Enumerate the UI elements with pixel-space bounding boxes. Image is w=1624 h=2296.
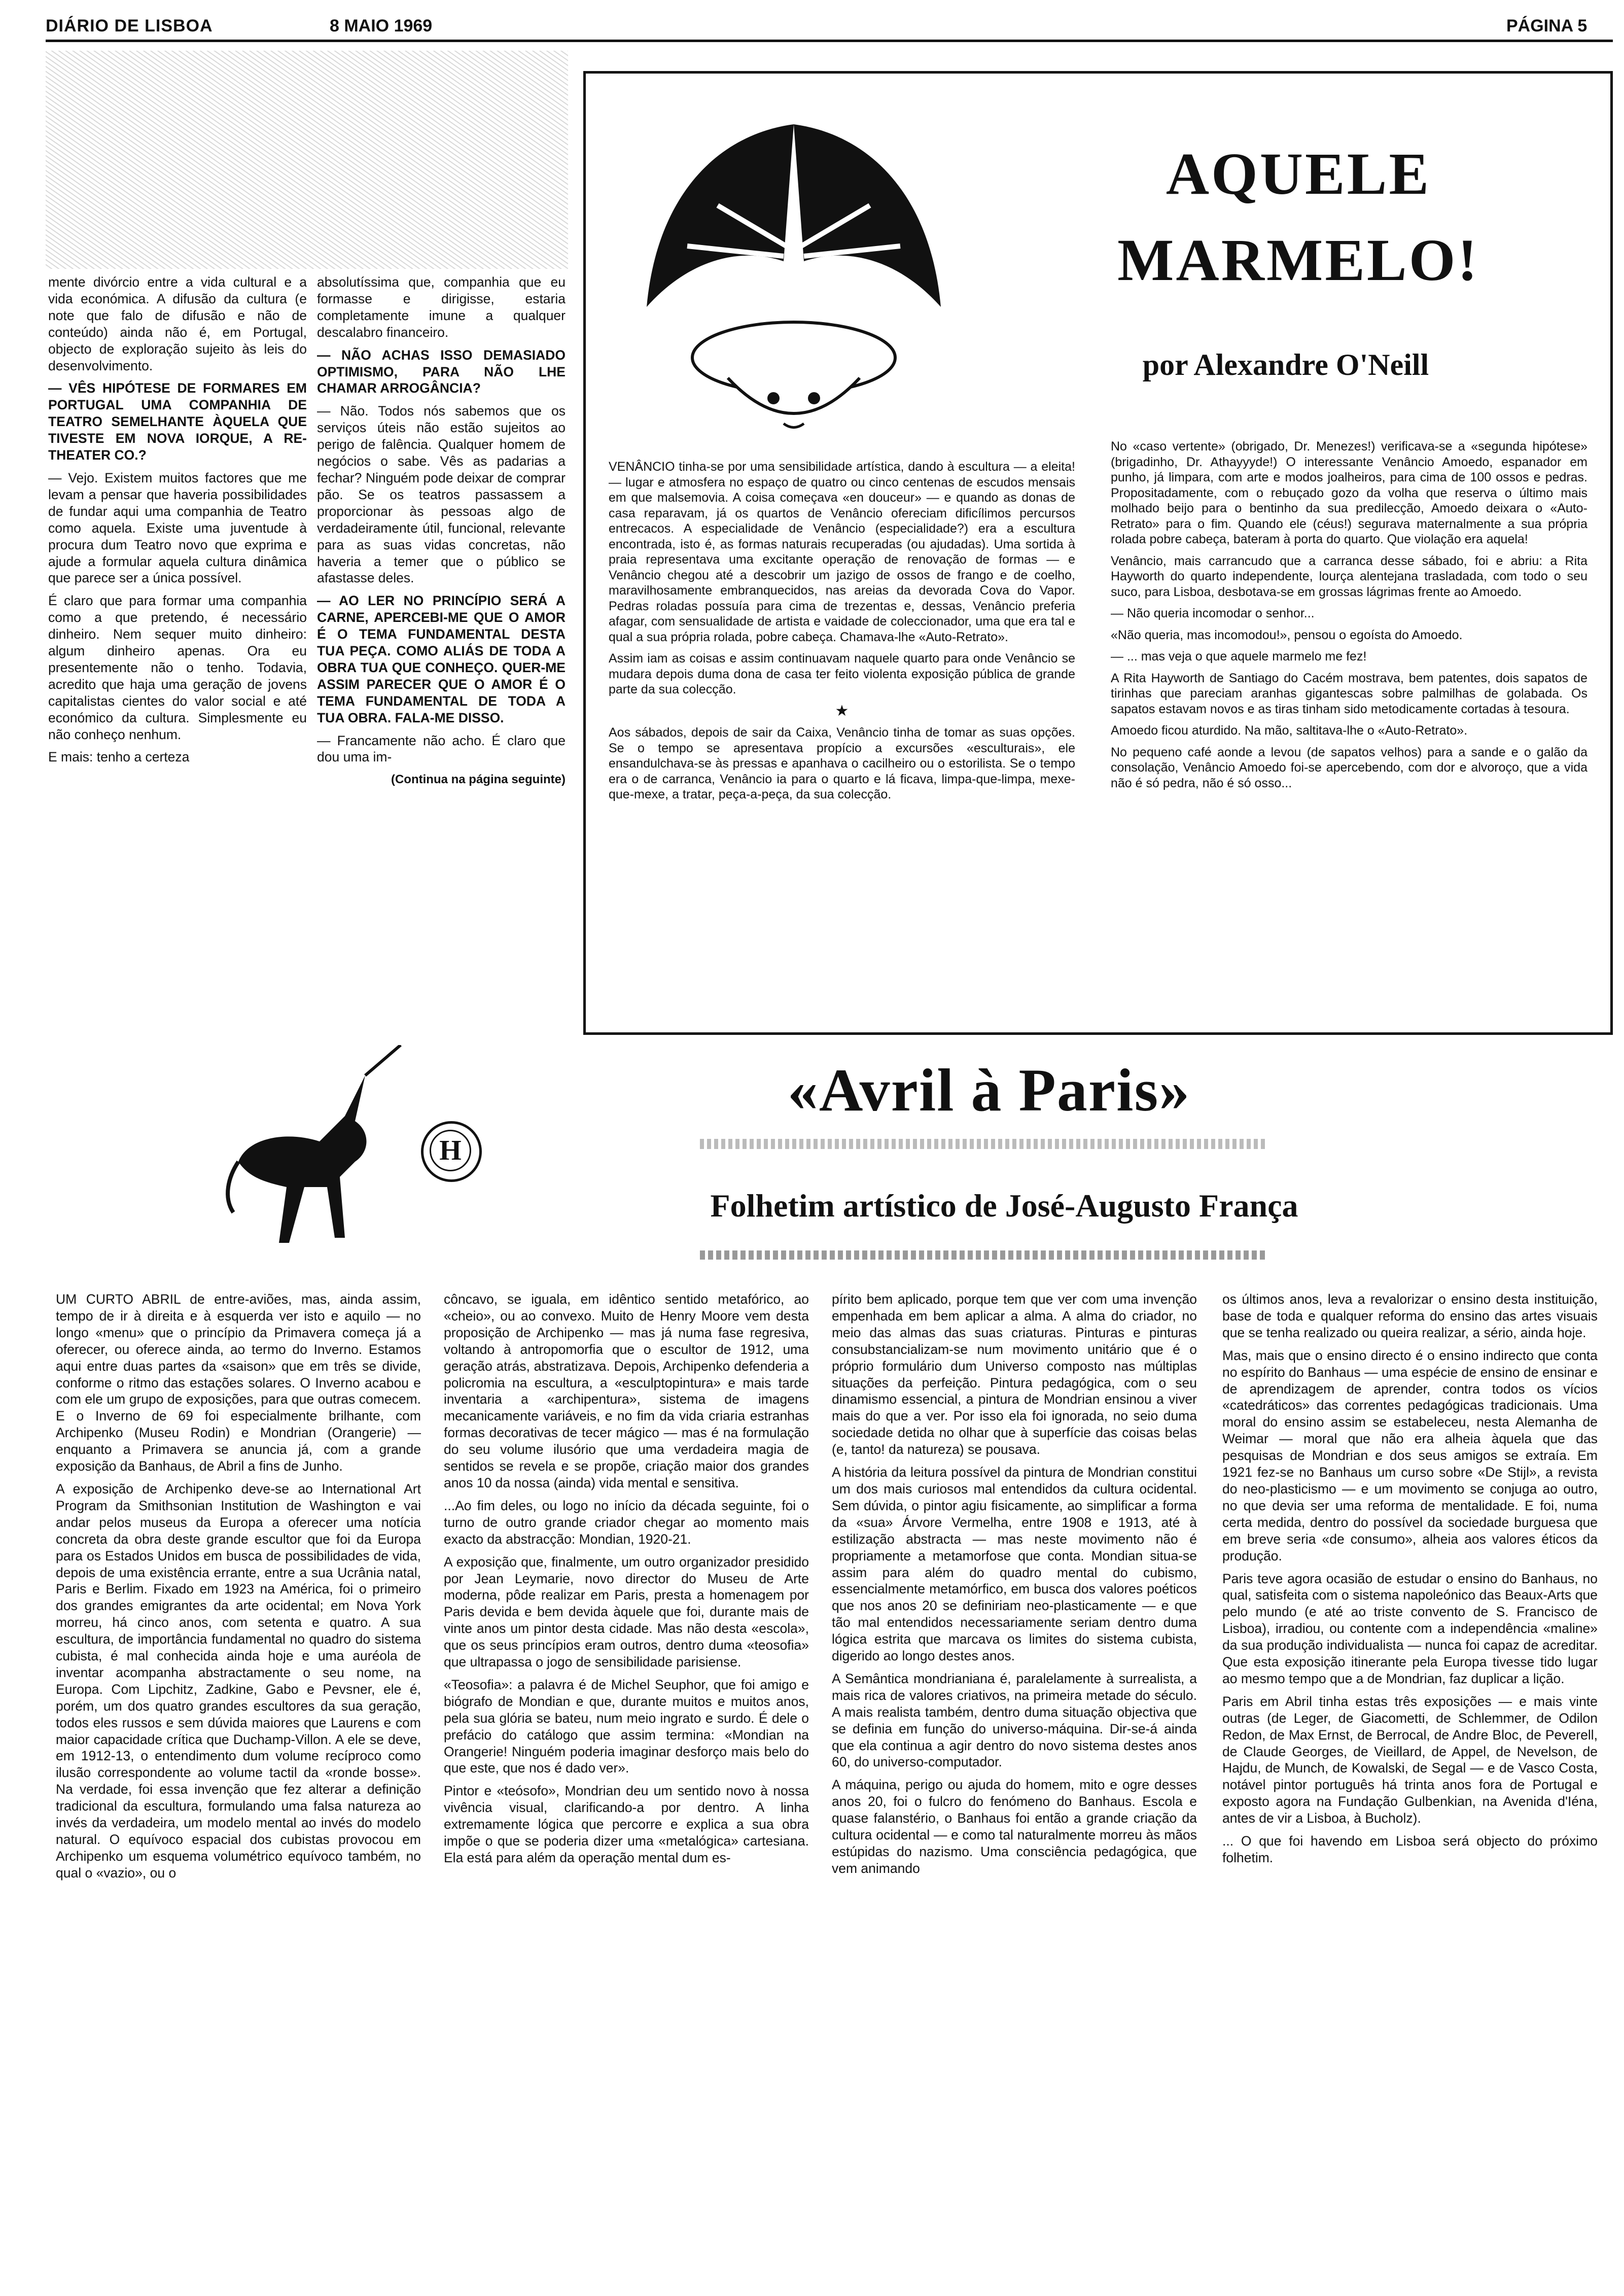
decorative-rule bbox=[700, 1139, 1268, 1149]
paragraph: côncavo, se iguala, em idêntico sentido metafórico, ao «cheio», ou ao convexo. Muito de Henry Moore vem desta proposição de Archipenko — mas já numa fase regresiva, voltando à antropomorfia que o escultor de 1912, uma geração atrás, abstratizava. Depois, Archipenko defenderia a policromia na escultura, a «esculptopintura» e mais tarde inventaria a «archipentura», sistema de imagens mecanicamente variáveis, e no fim da vida criaria estranhas formas decorativas de tecer mágico — mas é na formulação do seu volume ilusório que uma verdadeira magia de sentidos se revela e se propõe, criação maior dos grandes anos 10 da nossa (ainda) vida mental e sensitiva. bbox=[444, 1292, 809, 1490]
paragraph: VENÂNCIO tinha-se por uma sensibilidade artística, dando à escultura — a eleita! — lugar e atmosfera no espaço de quatro ou cinco centenas de escudos mensais em que malsemovia. A coisa começava «en douceur» — e quando as donas de casa reparavam, já os quartos de Venâncio ofereciam dificílimos percursos entrecacos. A especialidade de Venâncio (especialidade?) era a escultura encontrada, isto é, as formas naturais recuperadas (ou ajudadas). Uma sortida à praia representava uma excitante operação de renovação de formas — e Venâncio chegou até a descobrir um jazigo de ossos de frango e de coelho, maravilhosamente embranquecidos, nas areias da devorada Cova do Vapor. Pedras roladas possuía para cima de trezentas e, dessas, Venâncio preferia afagar, com sensualidade de artista e vaidade de coleccionador, uma que era tal e qual a sua própria rolada, pobre cabeça. Chamava-lhe «Auto-Retrato». bbox=[609, 460, 1075, 644]
paragraph: UM CURTO ABRIL de entre-aviões, mas, ainda assim, tempo de ir à direita e à esquerda ver isto e aquilo — no longo «menu» que o princípio da Primavera começa já a oferecer, ou oferece ainda, ao termo do Inverno. Estamos aqui entre duas partes da «saison» que em três se divide, conforme o ritmo das estações solares. O Inverno acabou e com ele um grupo de exposições, para que outras comecem. E o Inverno de 69 foi especialmente brilhante, com Archipenko (Museu Rodin) e Mondrian (Orangerie) — enquanto a Primavera se anuncia já, com a grande exposição da Banhaus, de Abril a fins de Junho. bbox=[56, 1292, 421, 1474]
box-col2 bbox=[1111, 439, 1587, 1022]
paragraph: — Não. Todos nós sabemos que os serviços úteis não estão sujeitos ao perigo de falência. Qualquer homem de negócios o sabe. Vês as padarias a fechar? Ninguém pode deixar de comprar pão. Se os teatros passassem a proporcionar às pessoas algo de verdadeiramente útil, funcional, relevante para as suas vidas concretas, não haveria a temer que o público se afastasse deles. bbox=[317, 403, 566, 586]
paragraph: ...Ao fim deles, ou logo no início da década seguinte, foi o turno de outro grande criador chegar ao momento mais exacto da abstracção: Mondian, 1920-21. bbox=[444, 1498, 809, 1547]
page-header bbox=[46, 16, 1618, 36]
page-number: PÁGINA 5 bbox=[1506, 16, 1587, 36]
box-byline: por Alexandre O'Neill bbox=[1142, 348, 1429, 381]
logo-letter: H bbox=[430, 1130, 471, 1171]
paragraph: — Francamente não acho. É claro que dou uma im- bbox=[317, 733, 566, 765]
folhetim-title: «Avril à Paris» bbox=[787, 1056, 1191, 1124]
paragraph: Venâncio, mais carrancudo que a carranca desse sábado, foi e abriu: a Rita Hayworth do quarto independente, lourça alentejana trasladada, com todo o seu suco, para Lisboa, desbotava-se em grossas lágrimas frente ao Amoedo. bbox=[1111, 553, 1587, 599]
decorative-rule bbox=[700, 1250, 1268, 1260]
folhetim-col3 bbox=[832, 1291, 1197, 2280]
question: — NÃO ACHAS ISSO DEMASIADO OPTIMISMO, PARA NÃO LHE CHAMAR ARROGÂNCIA? bbox=[317, 347, 566, 396]
winged-figure-illustration bbox=[616, 94, 971, 459]
paragraph: — Vejo. Existem muitos factores que me levam a pensar que haveria possibilidades de fundar aqui uma companhia de Teatro como aquela. Existe uma juventude à procura dum Teatro novo que exprima e ajude a formular aquela cultura dinâmica que parece ser a única possível. bbox=[48, 470, 307, 586]
paragraph: mente divórcio entre a vida cultural e a vida económica. A difusão da cultura (e note que falo de difusão e não de conteúdo) ainda não é, em Portugal, objecto de exploração sujeito às leis do desenvolvimento. bbox=[48, 274, 307, 373]
folhetim-col4 bbox=[1222, 1291, 1598, 2280]
paragraph: A máquina, perigo ou ajuda do homem, mito e ogre desses anos 20, foi o fulcro do fenómeno do Banhaus. Escola e quase falanstério, o Banhaus foi então a grande criação da cultura ocidental — e como tal naturalmente morreu às mãos estúpidas do nazismo. Uma consciência pedagógica, que vem animando bbox=[832, 1777, 1197, 1876]
paragraph: Paris em Abril tinha estas três exposições — e mais vinte outras (de Leger, de Giacometti, de Schlemmer, de Odilon Redon, de Max Ernst, de Berrocal, de Andre Bloc, de Peverell, de Claude Georges, de Vieillard, de Appel, de Nevelson, de Hajdu, de Munch, de Kowalski, de Segal — e de Vasco Costa, notável pintor português há trinta anos fora de Portugal e exposto agora na Fundação Gulbenkian, na Avenida d'Iéna, antes de vir a Lisboa, à Bucholz). bbox=[1222, 1693, 1598, 1826]
paragraph: No pequeno café aonde a levou (de sapatos velhos) para a sande e o galão da consolação, Venâncio Amoedo foi-se apercebendo, com dor e alvoroço, que a vida não é só pedra, não é só osso... bbox=[1111, 745, 1587, 790]
box-title-line2: MARMELO! bbox=[1117, 227, 1479, 293]
paragraph: A exposição de Archipenko deve-se ao International Art Program da Smithsonian Institution de Washington e vai andar pelos museus da Europa a oferecer uma notícia concreta da obra deste grande escultor que foi da Europa para os Estados Unidos em busca de possibilidades de vida, depois de uma existência errante, entre a sua Ucrânia natal, Paris e Berlim. Fixado em 1923 na América, foi o primeiro dos grandes emigrantes da arte ocidental; em Nova York morreu, há cinco anos, com setenta e quatro. A sua escultura, de importância fundamental no quadro do sistema cubista, é mal conhecida ainda hoje e uma auréola de inventar acompanha abstractamente o seu nome, na Europa. Com Lipchitz, Zadkine, Gabo e Pevsner, ele é, porém, um dos quatro grandes escultores da sua geração, todos eles russos e sem dúvida maiores que Laurens e com maior capacidade crítica que Duchamp-Villon. A ele se deve, em 1912-13, o entendimento dum volume recíproco como ilusão correspondente ao volume tactil da «ronde bosse». Na verdade, foi essa invenção que fez alterar a definição tradicional da escultura, formulando uma falsa natureza ao invés da verdadeira, um modelo mental ao invés do modelo natural. O equívoco espacial dos cubistas provocou em Archipenko um esquema volumétrico equívoco também, no qual o «vazio», ou o bbox=[56, 1481, 421, 1881]
paragraph: os últimos anos, leva a revalorizar o ensino desta instituição, base de toda e qualquer reforma do ensino das artes visuais que se tenha realizado ou queira realizar, a sério, ainda hoje. bbox=[1222, 1292, 1598, 1340]
paragraph: absolutíssima que, companhia que eu formasse e dirigisse, estaria completamente imune a qualquer descalabro financeiro. bbox=[317, 274, 566, 340]
paragraph: «Não queria, mas incomodou!», pensou o egoísta do Amoedo. bbox=[1111, 628, 1463, 642]
left-article-col2 bbox=[317, 274, 566, 1025]
continues-note: (Continua na página seguinte) bbox=[391, 773, 566, 787]
question: — AO LER NO PRINCÍPIO SERÁ A CARNE, APERCEBI-ME QUE O AMOR É O TEMA FUNDAMENTAL DESTA TUA PEÇA. COMO ALIÁS DE TODA A OBRA TUA QUE CONHEÇO. QUER-ME ASSIM PARECER QUE O AMOR É O TEMA FUNDAMENTAL DE TODA A TUA OBRA. FALA-ME DISSO. bbox=[317, 593, 566, 725]
folhetim-col2 bbox=[444, 1291, 809, 2280]
issue-date: 8 MAIO 1969 bbox=[330, 16, 433, 36]
paragraph: É claro que para formar uma companhia como a que pretendo, é necessário dinheiro. Nem sequer muito dinheiro: algum dinheiro apenas. Ora eu presentemente não o tenho. Todavia, acredito que haja uma geração de jovens capitalistas cientes do valor social e até económico da cultura. Simplesmente eu não conheço nenhum. bbox=[48, 593, 307, 742]
paragraph: pírito bem aplicado, porque tem que ver com uma invenção empenhada em bem aplicar a alma. A alma do criador, no meio das almas das suas criaturas. Pinturas e pinturas consubstancializam-se num movimento unitário que é o próprio formulário dum Universo composto nas múltiplas situações da perfeição. Pintura pedagógica, com o seu dinamismo essencial, a pintura de Mondrian ensinou a viver mais do que a ver. Por isso ela foi ignorada, no seio duma sociedade detida no olhar que à superfície das coisas belas (e, tanto! da natureza) se pousava. bbox=[832, 1292, 1197, 1457]
paragraph: Assim iam as coisas e assim continuavam naquele quarto para onde Venâncio se mudara depois duma dona de casa ter feito violenta exposição pública de grande parte da sua colecção. bbox=[609, 651, 1075, 697]
paragraph: Paris teve agora ocasião de estudar o ensino do Banhaus, no qual, satisfeita com o sistema napoleónico das Beaux-Arts que pelo mundo (e até ao triste convento de S. Francisco de Lisboa), irradiou, ou contente com a independência «maline» da sua produção individualista — nunca foi capaz de acreditar. Que esta exposição itinerante pela Europa tivesse tido lugar ao mesmo tempo que a de Mondrian, faz duplicar a lição. bbox=[1222, 1571, 1598, 1686]
header-rule bbox=[46, 40, 1613, 42]
folhetim-col1 bbox=[56, 1291, 421, 2280]
newspaper-name: DIÁRIO DE LISBOA bbox=[46, 16, 213, 36]
paragraph: A história da leitura possível da pintura de Mondrian constitui um dos mais curiosos mal entendidos da cultura ocidental. Sem dúvida, o pintor agiu fisicamente, ao simplificar a forma da «sua» Árvore Vermelha, entre 1908 e 1913, até à estilização abstracta — mas neste movimento não é propriamente a metamorfose que conta. Mondian situa-se assim para além do quadro mental do cubismo, essencialmente metamórfico, em busca dos valores poéticos que nos anos 20 se definiriam neo-plasticamente — e que tão mal entendidos necessariamente seriam dentro duma lógica estrita que marcava os limites do sistema cubista, digerido ao longo destes anos. bbox=[832, 1465, 1197, 1664]
unicorn-illustration bbox=[218, 1045, 421, 1258]
paragraph: ... O que foi havendo em Lisboa será objecto do próximo folhetim. bbox=[1222, 1833, 1598, 1865]
paragraph: — ... mas veja o que aquele marmelo me fez! bbox=[1111, 649, 1367, 664]
paragraph: Amoedo ficou aturdido. Na mão, saltitava-lhe o «Auto-Retrato». bbox=[1111, 723, 1468, 738]
box-col1 bbox=[609, 459, 1075, 1022]
banhaus-logo bbox=[421, 1121, 482, 1182]
paragraph: A Rita Hayworth de Santiago do Cacém mostrava, bem patentes, dois sapatos de tirinhas que pareciam aranhas gigantescas sobre palmilhas de golabada. Os sapatos estavam novos e as tiras tinham sido metodicamente cortadas à tesoura. bbox=[1111, 671, 1587, 716]
paragraph: Aos sábados, depois de sair da Caixa, Venâncio tinha de tomar as suas opções. Se o tempo se apresentava propício a excursões «esculturais», ele ensandulchava-se às pressas e apanhava o cacilheiro ou o estorilista. Se o tempo era o de carranca, Venâncio ia para o quarto e lá ficava, limpa-que-limpa, mexe-que-mexe, a tratar, peça-a-peça, da sua colecção. bbox=[609, 725, 1075, 802]
aquele-marmelo-box bbox=[583, 71, 1613, 1035]
paragraph: Mas, mais que o ensino directo é o ensino indirecto que conta no espírito do Banhaus — uma espécie de ensino de ensinar e de aprendizagem de aprender, contra todos os vícios «catedráticos» das correntes pedagógicas tradicionais. Uma moral do ensino assim se estabeleceu, nesta Alemanha de Weimar — moral que não era alheia àquela que das pesquisas de Mondrian e dos seus amigos se extraía. Em 1921 fez-se no Banhaus um curso sobre «De Stijl», a revista do neo-plasticismo — e um movimento se conjuga ao outro, no que devia ser uma reforma de mentalidade. E foi, numa certa medida, dentro do possível da sociedade burguesa que em breve seria «de consumo», alheia aos valores éticos da produção. bbox=[1222, 1347, 1598, 1563]
box-title-line1: AQUELE bbox=[1166, 141, 1431, 207]
folhetim-subtitle: Folhetim artístico de José-Augusto França bbox=[710, 1188, 1298, 1224]
photo-halftone bbox=[46, 51, 568, 269]
paragraph: E mais: tenho a certeza bbox=[48, 749, 190, 765]
paragraph: No «caso vertente» (obrigado, Dr. Menezes!) verificava-se a «segunda hipótese» (brigadinho, Dr. Athayyyde!) O interessante Venâncio Amoedo, espanador em punho, já limpara, com arte e modos joalheiros, para cima de 100 ossos e pedras. Propositadamente, com o rebuçado gozo da volha que reserva o último mais molhado beijo para o bentinho da sua predilecção, Amoedo deixara o «Auto-Retrato» para o fim. Quando ele (céus!) segurava maternalmente a sua própria rolada pobre cabeça, bateram à porta do quarto. Que violação era aquela! bbox=[1111, 439, 1587, 546]
question: — VÊS HIPÓTESE DE FORMARES EM PORTUGAL UMA COMPANHIA DE TEATRO SEMELHANTE ÀQUELA QUE TIVESTE EM NOVA IORQUE, A RE-THEATER CO.? bbox=[48, 380, 307, 463]
paragraph: — Não queria incomodar o senhor... bbox=[1111, 606, 1315, 620]
paragraph: Pintor e «teósofo», Mondrian deu um sentido novo à nossa vivência visual, clarificando-a por dentro. A linha extremamente lógica que percorre e explica a sua obra impõe o que se poderia dizer uma «metalógica» cartesiana. Ela está para além da operação mental dum es- bbox=[444, 1783, 809, 1865]
paragraph: A exposição que, finalmente, um outro organizador presidido por Jean Leymarie, novo director do Museu de Arte moderna, pôde realizar em Paris, presta a homenagem por Paris devida e bem devida àquele que foi, durante mais de vinte anos um pintor desta cidade. Mas não desta «escola», que os seus princípios eram outros, dentro duma «teosofia» que ultrapassa o jogo de sensibilidade parisiense. bbox=[444, 1554, 809, 1670]
paragraph: «Teosofia»: a palavra é de Michel Seuphor, que foi amigo e biógrafo de Mondian e que, durante muitos e muitos anos, pela sua glória se bateu, num meio ingrato e surdo. É dele o prefácio do catálogo que assim termina: «Mondian na Orangerie! Ninguém poderia imaginar desforço mais belo do que este, que nos é dado ver». bbox=[444, 1677, 809, 1776]
left-article-col1 bbox=[48, 274, 307, 1025]
paragraph: A Semântica mondrianiana é, paralelamente à surrealista, a mais rica de valores criativos, na primeira metade do século. A mais realista também, dentro duma situação objectiva que se definia em função do universo-máquina. Dir-se-á ainda que ela continua a agir dentro do novo sistema destes anos 60, do universo-computador. bbox=[832, 1671, 1197, 1770]
section-star: ★ bbox=[835, 702, 849, 719]
